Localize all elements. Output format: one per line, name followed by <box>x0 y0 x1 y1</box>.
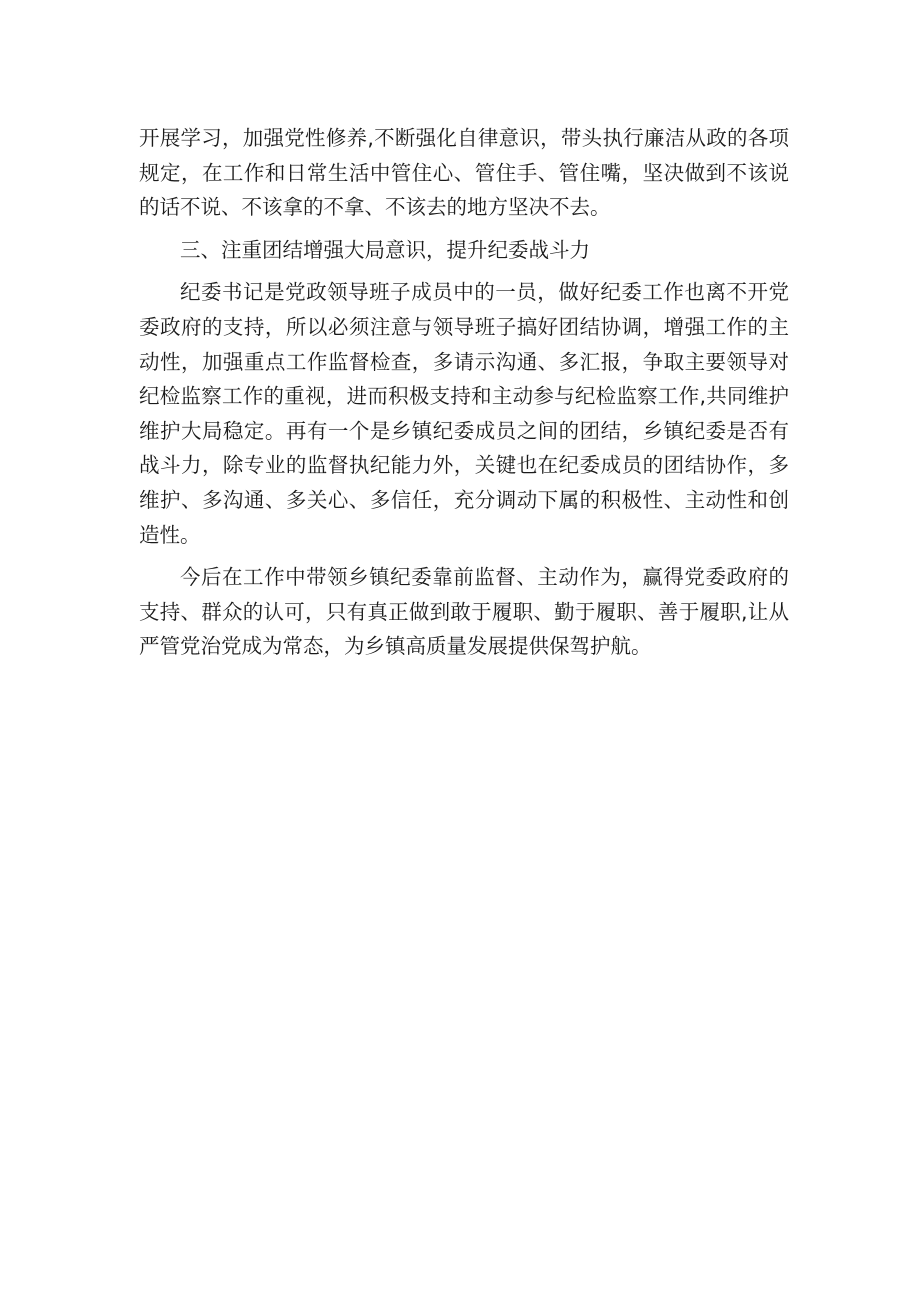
paragraph-unity: 纪委书记是党政领导班子成员中的一员，做好纪委工作也离不开党委政府的支持，所以必须注意与领导班子搞好团结协调，增强工作的主动性，加强重点工作监督检查，多请示沟通、多汇报，争取主要领导对纪检监察工作的重视，进而积极支持和主动参与纪检监察工作,共同维护维护大局稳定。再有一个是乡镇纪委成员之间的团结，乡镇纪委是否有战斗力，除专业的监督执纪能力外，关键也在纪委成员的团结协作，多维护、多沟通、多关心、多信任，充分调动下属的积极性、主动性和创造性。 <box>139 280 789 547</box>
paragraph-continuation: 开展学习，加强党性修养,不断强化自律意识，带头执行廉洁从政的各项规定，在工作和日常生活中管住心、管住手、管住嘴，坚决做到不该说的话不说、不该拿的不拿、不该去的地方坚决不去。 <box>139 126 789 220</box>
document-body <box>139 121 789 664</box>
section-heading: 三、注重团结增强大局意识，提升纪委战斗力 <box>180 237 590 262</box>
paragraph-conclusion: 今后在工作中带领乡镇纪委靠前监督、主动作为，赢得党委政府的支持、群众的认可，只有真正做到敢于履职、勤于履职、善于履职,让从严管党治党成为常态，为乡镇高质量发展提供保驾护航。 <box>139 565 789 659</box>
